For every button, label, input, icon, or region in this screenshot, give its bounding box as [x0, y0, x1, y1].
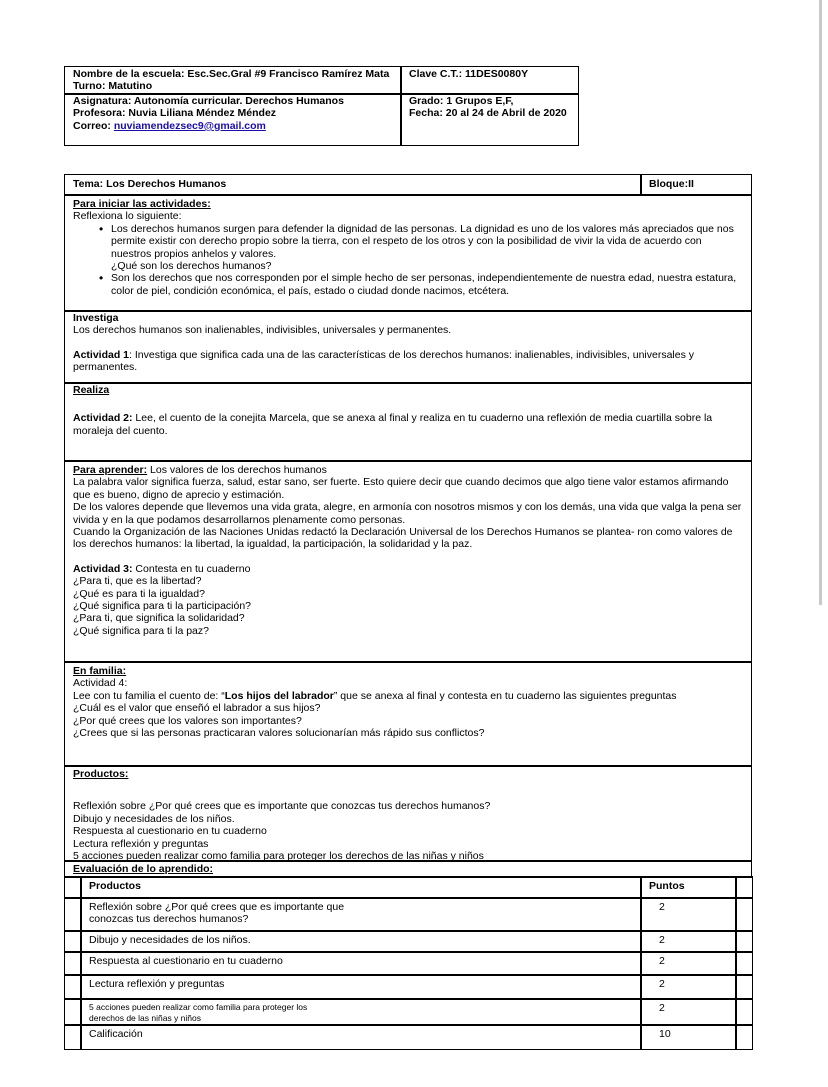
subject: Asignatura: Autonomía curricular. Derechos Humanos: [73, 95, 344, 107]
activity-1-text: : Investiga que significa cada una de las características de los derechos humanos: inalienables, indivisibles, universales y permanentes.: [73, 348, 695, 374]
evaluation-title: Evaluación de lo aprendido:: [73, 863, 214, 875]
aprender-p3: Cuando la Organización de las Naciones Unidas redactó la Declaración Universal de los Derechos Humanos se plantea- ron como valores de los derechos humanos: la libertad, la igualdad, la participación, la solidaridad y la paz.: [73, 526, 733, 551]
eval-margin-right: [735, 930, 753, 953]
section-familia: [64, 661, 752, 767]
eval-product: [80, 1024, 642, 1050]
eval-points: [640, 1024, 737, 1050]
familia-text: Lee con tu familia el cuento de: “: [73, 689, 225, 702]
school-cell: [64, 66, 402, 95]
eval-points-text: 2: [659, 955, 665, 967]
aprender-subtitle: Los valores de los derechos humanos: [147, 464, 327, 476]
start-bullet-2: • Son los derechos que nos corresponden por el simple hecho de ser personas, independientemente de nuestra edad, nuestra estatura, color de piel, condición económica, el país, estado o ciudad donde nacimos, etcétera.: [111, 272, 743, 297]
clave: Clave C.T.: 11DES0080Y: [409, 68, 529, 80]
start-intro: Reflexiona lo siguiente:: [73, 210, 182, 223]
eval-header-productos: [80, 876, 642, 899]
topic: Tema: Los Derechos Humanos: [73, 178, 227, 190]
eval-header-puntos-text: Puntos: [649, 880, 685, 892]
eval-margin-right: [735, 951, 753, 976]
eval-product-text: Lectura reflexión y preguntas: [89, 978, 225, 990]
eval-product: [80, 930, 642, 953]
story-title: Los hijos del labrador: [224, 689, 334, 702]
section-realiza: [64, 382, 752, 462]
eval-product-text: Calificación: [89, 1028, 143, 1040]
date: Fecha: 20 al 24 de Abril de 2020: [409, 107, 567, 120]
eval-header-productos-text: Productos: [89, 880, 141, 892]
investiga-title: Investiga: [73, 312, 119, 324]
start-question: ¿Qué son los derechos humanos?: [111, 260, 272, 273]
activity-4-label: Actividad 4:: [73, 677, 128, 690]
product-item: Reflexión sobre ¿Por qué crees que es importante que conozcas tus derechos humanos?: [73, 800, 491, 813]
product-item: Respuesta al cuestionario en tu cuaderno: [73, 825, 267, 838]
familia-title: En familia:: [73, 665, 127, 677]
scrollbar[interactable]: [819, 0, 822, 605]
eval-product-text: Respuesta al cuestionario en tu cuaderno: [89, 955, 283, 967]
familia-text-end: ” que se anexa al final y contesta en tu cuaderno las siguientes preguntas: [333, 689, 677, 702]
topic-cell: [64, 174, 642, 196]
email-link[interactable]: nuviamendezsec9@gmail.com: [113, 119, 266, 132]
eval-product-text: Dibujo y necesidades de los niños.: [89, 934, 251, 946]
eval-product: [80, 998, 642, 1026]
activity-2-label: Actividad 2:: [73, 412, 133, 425]
eval-product: [80, 897, 642, 932]
question: ¿Qué significa para ti la paz?: [73, 624, 209, 637]
product-item: Dibujo y necesidades de los niños.: [73, 812, 235, 825]
aprender-p2: De los valores depende que llevemos una vida grata, alegre, en armonía con nosotros mismos y con los demás, una vida que valga la pena ser vivida y en la que podamos desarrollarnos plenamente como personas.: [73, 501, 742, 526]
eval-margin-right: [735, 1024, 753, 1050]
eval-points-text: 2: [659, 1002, 665, 1014]
eval-product-text: 5 acciones pueden realizar como familia para proteger los derechos de las niñas y niños: [89, 1002, 308, 1023]
question: ¿Para ti, que es la libertad?: [73, 575, 202, 588]
eval-margin-right: [735, 998, 753, 1026]
eval-points-text: 2: [659, 901, 665, 913]
eval-header-puntos: [640, 876, 737, 899]
section-productos: [64, 765, 752, 862]
section-start: [64, 194, 752, 312]
eval-margin-right: [735, 876, 753, 899]
section-aprender: [64, 460, 752, 663]
eval-points-text: 2: [659, 934, 665, 946]
eval-points: [640, 951, 737, 976]
school-name: Nombre de la escuela: Esc.Sec.Gral #9 Francisco Ramírez Mata: [73, 68, 390, 80]
question: ¿Por qué crees que los valores son importantes?: [73, 714, 302, 727]
clave-cell: [400, 66, 579, 95]
activity-2-text: Lee, el cuento de la conejita Marcela, que se anexa al final y realiza en tu cuaderno una reflexión de media cuartilla sobre la moraleja del cuento.: [73, 412, 713, 437]
eval-points: [640, 974, 737, 1000]
aprender-title: Para aprender:: [73, 464, 148, 476]
eval-points: [640, 897, 737, 932]
section-investiga: [64, 310, 752, 384]
eval-points: [640, 998, 737, 1026]
grade: Grado: 1 Grupos E,F,: [409, 95, 514, 107]
activity-3-label: Actividad 3:: [73, 562, 133, 575]
question: ¿Crees que si las personas practicaran valores solucionarían más rápido sus conflictos?: [73, 727, 485, 740]
activity-3-text: Contesta en tu cuaderno: [132, 562, 251, 575]
block-cell: [640, 174, 752, 196]
eval-product-text: Reflexión sobre ¿Por qué crees que es importante que conozcas tus derechos humanos?: [89, 901, 345, 926]
block: Bloque:II: [649, 178, 694, 190]
eval-points-text: 2: [659, 978, 665, 990]
product-item: Lectura reflexión y preguntas: [73, 837, 209, 850]
realiza-title: Realiza: [73, 384, 110, 396]
investiga-text: Los derechos humanos son inalienables, indivisibles, universales y permanentes.: [73, 324, 452, 337]
email-label: Correo:: [73, 119, 114, 132]
start-bullet-1: • Los derechos humanos surgen para defender la dignidad de las personas. La dignidad es uno de los valores más apreciados que nos permite existir con derecho propio sobre la tierra, con el respeto de los otros y con la posibilidad de vivir la vida de acuerdo con nuestros propios anhelos y valores.: [111, 223, 743, 260]
question: ¿Para ti, que significa la solidaridad?: [73, 612, 245, 625]
question: ¿Qué significa para ti la participación?: [73, 600, 252, 613]
question: ¿Qué es para ti la igualdad?: [73, 587, 205, 600]
start-title: Para iniciar las actividades:: [73, 198, 211, 210]
eval-points-text: 10: [659, 1028, 671, 1040]
product-item: 5 acciones pueden realizar como familia para proteger los derechos de las niñas y niños: [73, 850, 484, 863]
productos-title: Productos:: [73, 768, 129, 780]
question: ¿Cuál es el valor que enseñó el labrador a sus hijos?: [73, 702, 321, 715]
eval-product: [80, 951, 642, 976]
eval-product: [80, 974, 642, 1000]
eval-points: [640, 930, 737, 953]
activity-1-label: Actividad 1: [73, 348, 130, 361]
grade-cell: [400, 93, 579, 146]
teacher: Profesora: Nuvia Liliana Méndez Méndez: [73, 107, 277, 120]
aprender-p1: La palabra valor significa fuerza, salud, estar sano, ser fuerte. Esto quiere decir que cuando decimos que algo tiene valor estamos afirmando que es bueno, digno de aprecio y estimación.: [73, 476, 729, 501]
eval-margin-right: [735, 897, 753, 932]
subject-cell: [64, 93, 402, 146]
eval-margin-right: [735, 974, 753, 1000]
shift: Turno: Matutino: [73, 80, 153, 93]
